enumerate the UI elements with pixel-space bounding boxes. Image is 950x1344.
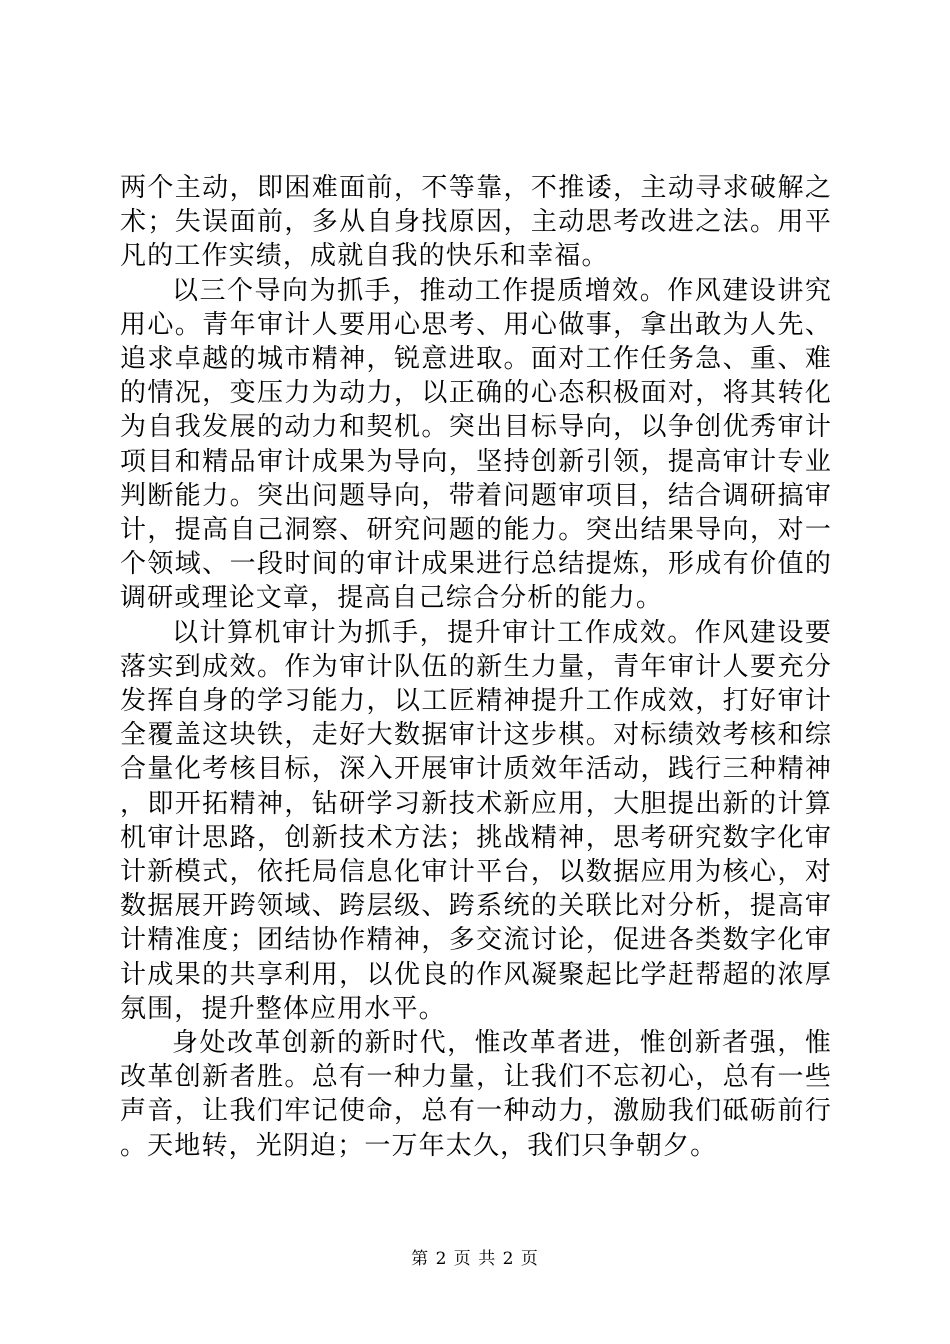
document-body <box>120 171 832 1163</box>
paragraph-computer-audit: 以计算机审计为抓手，提升审计工作成效。作风建设要落实到成效。作为审计队伍的新生力量，青年审计人要充分发挥自身的学习能力，以工匠精神提升工作成效，打好审计全覆盖这块铁，走好大数据审计这步棋。对标绩效考核和综合量化考核目标，深入开展审计质效年活动，践行三种精神，即开拓精神，钻研学习新技术新应用，大胆提出新的计算机审计思路，创新技术方法；挑战精神，思考研究数字化审计新模式，依托局信息化审计平台，以数据应用为核心，对数据展开跨领域、跨层级、跨系统的关联比对分析，提高审计精准度；团结协作精神，多交流讨论，促进各类数字化审计成果的共享利用，以优良的作风凝聚起比学赶帮超的浓厚氛围，提升整体应用水平。 <box>120 617 832 1024</box>
page-number-footer: 第 2 页 共 2 页 <box>411 1249 539 1269</box>
paragraph-three-orientations: 以三个导向为抓手，推动工作提质增效。作风建设讲究用心。青年审计人要用心思考、用心做事，拿出敢为人先、追求卓越的城市精神，锐意进取。面对工作任务急、重、难的情况，变压力为动力，以正确的心态积极面对，将其转化为自我发展的动力和契机。突出目标导向，以争创优秀审计项目和精品审计成果为导向，坚持创新引领，提高审计专业判断能力。突出问题导向，带着问题审项目，结合调研搞审计，提高自己洞察、研究问题的能力。突出结果导向，对一个领域、一段时间的审计成果进行总结提炼，形成有价值的调研或理论文章，提高自己综合分析的能力。 <box>120 275 832 614</box>
paragraph-continuation: 两个主动，即困难面前，不等靠，不推诿，主动寻求破解之术；失误面前，多从自身找原因，主动思考改进之法。用平凡的工作实绩，成就自我的快乐和幸福。 <box>120 173 832 272</box>
paragraph-closing: 身处改革创新的新时代，惟改革者进，惟创新者强，惟改革创新者胜。总有一种力量，让我们不忘初心，总有一些声音，让我们牢记使命，总有一种动力，激励我们砥砺前行。天地转，光阴迫；一万年太久，我们只争朝夕。 <box>120 1028 832 1161</box>
